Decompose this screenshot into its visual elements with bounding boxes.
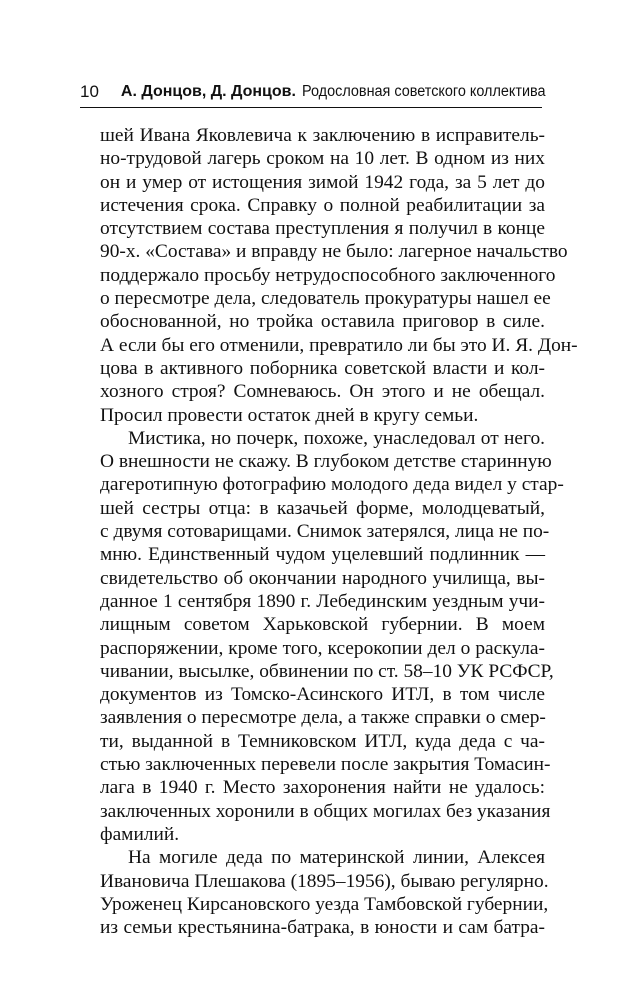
text-line: шей сестры отца: в казачьей форме, молодцеватый, <box>100 497 545 519</box>
text-line: цова в активного поборника советской власти и кол- <box>100 357 545 379</box>
text-line: 90-х. «Состава» и вправду не было: лагерное начальство <box>100 241 568 263</box>
text-line: лага в 1940 г. Место захоронения найти не удалось: <box>100 777 545 799</box>
text-line: На могиле деда по материнской линии, Алексея <box>128 847 545 869</box>
text-line: А если бы его отменили, превратило ли бы это И. Я. Дон- <box>100 334 578 356</box>
text-line: заявления о пересмотре дела, а также справки о смер- <box>100 707 546 729</box>
text-line: но-трудовой лагерь сроком на 10 лет. В одном из них <box>100 148 545 170</box>
text-line: шей Ивана Яковлевича к заключению в исправитель- <box>100 125 545 146</box>
text-line: хозного строя? Сомневаюсь. Он этого и не обещал. <box>100 381 545 403</box>
text-line: дагеротипную фотографию молодого деда видел у стар- <box>100 474 564 496</box>
header-book-title: Родословная советского коллектива <box>301 83 546 100</box>
text-line: свидетельство об окончании народного училища, вы- <box>100 567 545 589</box>
text-line: распоряжении, кроме того, ксерокопии дел о раскула- <box>100 637 545 659</box>
running-header <box>80 80 546 108</box>
text-line: ти, выданной в Темниковском ИТЛ, куда деда с ча- <box>100 730 545 752</box>
text-line: документов из Томско-Асинского ИТЛ, в том числе <box>100 684 545 706</box>
text-line: О внешности не скажу. В глубоком детстве старинную <box>100 451 552 473</box>
text-line: фамилий. <box>100 823 180 845</box>
header-authors: А. Донцов, Д. Донцов. <box>120 83 296 100</box>
text-line: он и умер от истощения зимой 1942 года, за 5 лет до <box>100 171 545 193</box>
text-line: лищным советом Харьковской губернии. В моем <box>100 614 545 636</box>
paragraph <box>100 846 549 939</box>
text-line: Мистика, но почерк, похоже, унаследовал от него. <box>128 427 545 449</box>
text-line: Уроженец Кирсановского уезда Тамбовской губернии, <box>100 893 549 915</box>
text-line: Ивановича Плешакова (1895–1956), бываю регулярно. <box>100 870 549 892</box>
text-line: истечения срока. Справку о полной реабилитации за <box>100 194 545 216</box>
body-text <box>100 124 578 939</box>
text-line: чивании, высылке, обвинении по ст. 58–10 УК РСФСР, <box>100 660 554 682</box>
text-line: отсутствием состава преступления я получил в конце <box>100 218 545 240</box>
text-line: мню. Единственный чудом уцелевший подлинник — <box>100 544 545 566</box>
paragraph <box>100 124 578 427</box>
text-line: обоснованной, но тройка оставила приговор в силе. <box>100 311 545 333</box>
text-line: стью заключенных перевели после закрытия Томасин- <box>100 754 551 776</box>
text-line: Просил провести остаток дней в кругу семьи. <box>100 404 479 426</box>
page-number: 10 <box>80 82 99 101</box>
text-line: с двумя сотоварищами. Снимок затерялся, лица не по- <box>100 521 550 543</box>
text-line: данное 1 сентября 1890 г. Лебединским уездным учи- <box>100 590 545 612</box>
paragraph <box>100 427 564 846</box>
text-line: из семьи крестьянина-батрака, в юности и сам батра- <box>100 917 545 939</box>
text-line: о пересмотре дела, следователь прокуратуры нашел ее <box>100 288 551 310</box>
text-line: заключенных хоронили в общих могилах без указания <box>100 800 551 822</box>
text-line: поддержало просьбу нетрудоспособного заключенного <box>100 264 556 286</box>
